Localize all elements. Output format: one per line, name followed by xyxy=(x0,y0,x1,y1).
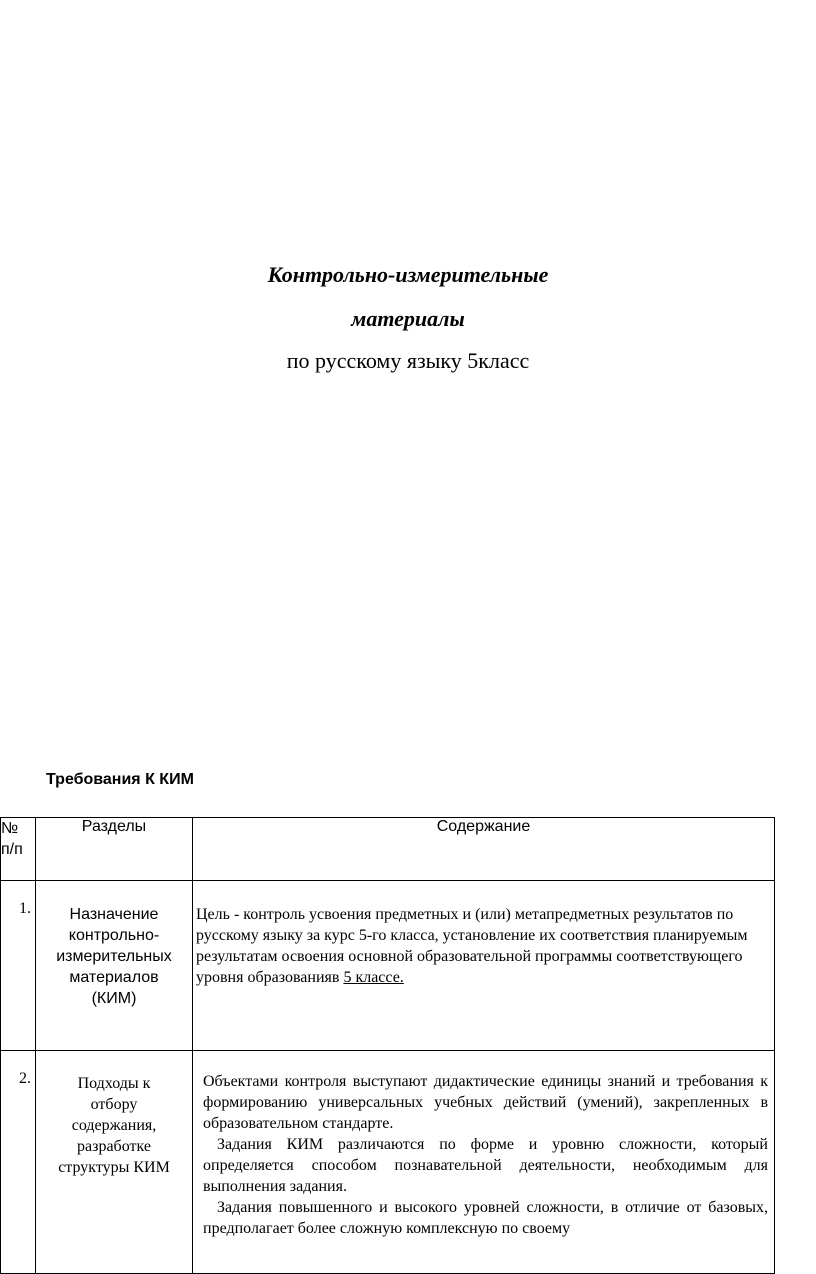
section-line: отбору xyxy=(90,1096,138,1113)
document-title-line-1: Контрольно-измерительные xyxy=(267,262,549,287)
section-line: измерительных xyxy=(56,948,172,965)
section-line: содержания, xyxy=(71,1117,157,1134)
content-underlined-text: 5 классе. xyxy=(343,969,404,986)
header-sections-cell: Разделы xyxy=(36,818,193,881)
section-line: контрольно- xyxy=(68,927,160,944)
row-number: 2. xyxy=(1,1051,36,1274)
section-line: Назначение xyxy=(69,906,159,923)
header-content-cell: Содержание xyxy=(193,818,775,881)
document-title-line-2: материалы xyxy=(351,306,465,331)
requirements-heading: Требования К КИМ xyxy=(46,771,194,788)
content-paragraph: Объектами контроля выступают дидактические единицы знаний и требования к формированию универсальных учебных действий (умений), закрепленных в образовательном стандарте. xyxy=(203,1073,768,1132)
row-content xyxy=(193,1051,775,1274)
header-number-label: п/п xyxy=(1,841,23,858)
kim-requirements-table xyxy=(0,817,775,1274)
section-line: разработке xyxy=(77,1138,151,1155)
content-paragraph: Задания КИМ различаются по форме и уровню сложности, который определяется способом познавательной деятельности, необходимым для выполнения задания. xyxy=(203,1136,768,1195)
table-header-row xyxy=(1,818,775,881)
row-section xyxy=(36,881,193,1051)
row-number: 1. xyxy=(1,881,36,1051)
section-line: материалов xyxy=(69,969,159,986)
section-line: Подходы к xyxy=(77,1075,151,1092)
header-number-symbol: № xyxy=(1,820,19,837)
document-subtitle: по русскому языку 5класс xyxy=(286,348,530,373)
header-number-cell xyxy=(1,818,36,881)
table-row xyxy=(1,1051,775,1274)
table-row xyxy=(1,881,775,1051)
row-content xyxy=(193,881,775,1051)
content-paragraph: Задания повышенного и высокого уровней сложности, в отличие от базовых, предполагает более сложную комплексную по своему xyxy=(203,1199,768,1237)
row-section xyxy=(36,1051,193,1274)
section-line: (КИМ) xyxy=(91,990,137,1007)
section-line: структуры КИМ xyxy=(58,1159,170,1176)
content-text: Цель - контроль усвоения предметных и (или) метапредметных результатов по русскому языку за курс 5-го класса, установление их соответствия планируемым результатам освоения основной образовательной программы соответствующего уровня образованияв xyxy=(196,906,748,986)
